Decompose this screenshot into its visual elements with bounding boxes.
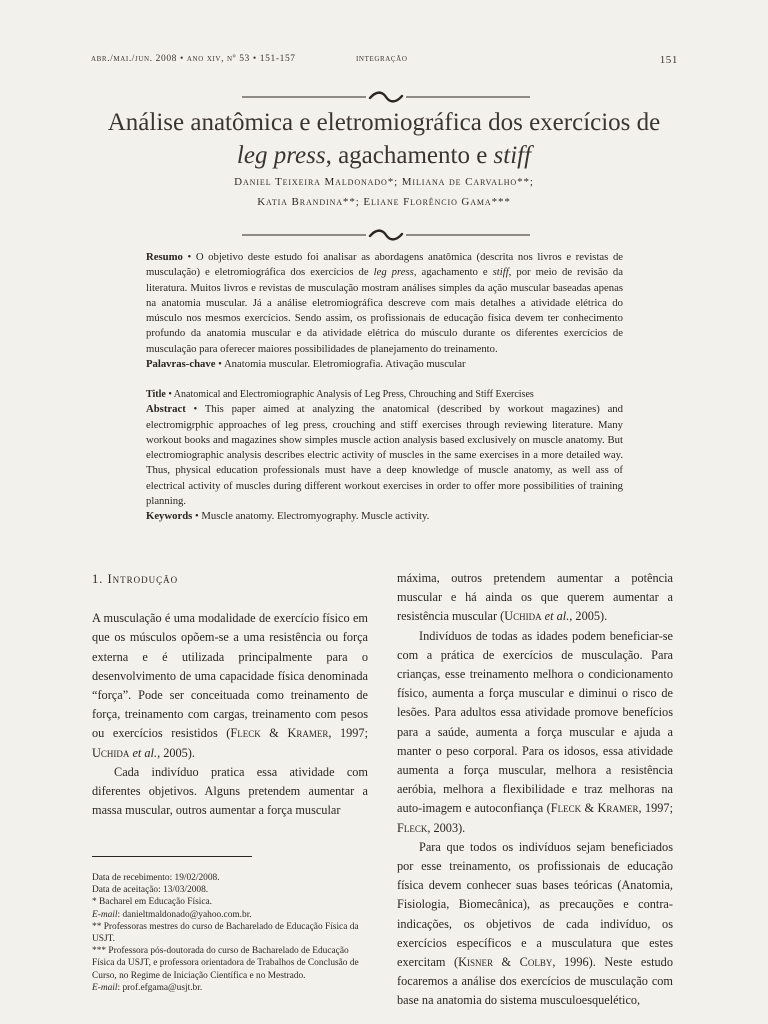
right-p2-mid: , 1997; — [638, 801, 673, 816]
right-column — [397, 569, 673, 1011]
footnotes — [92, 872, 372, 994]
authors-line-1: Daniel Teixeira Maldonado*; Miliana de Carvalho**; — [234, 176, 534, 188]
fn3-email-label: E-mail — [92, 982, 118, 993]
intro-p1-mid: , 1997; — [328, 726, 368, 741]
footnote-rule — [92, 856, 252, 857]
citation-uchida: Uchida — [92, 745, 130, 760]
footnote-received: Data de recebimento: 19/02/2008. — [92, 873, 220, 883]
right-p1-end: , 2005). — [569, 609, 608, 624]
ornament-divider-top — [242, 90, 530, 104]
citation-kisner-colby: Kisner & Colby — [458, 955, 553, 970]
right-paragraph-1 — [397, 569, 673, 627]
right-p2-text: Indivíduos de todas as idades podem beneficiar-se com a prática de exercícios de musculação. Para crianças, esse treinamento melhora o condicionamento físico, aumenta a força muscular e diminui o risco de lesões. Para adultos essa atividade promove benefícios para a saúde, aumenta a força muscular e ajuda a manter o peso corporal. Para os idosos, essa atividade aumenta a força muscular, melhora a resistência aeróbia, melhora a flexibilidade e traz melhoras na auto-imagem e autoconfiança ( — [397, 628, 673, 816]
keywords-text: Muscle anatomy. Electromyography. Muscle activity. — [201, 510, 430, 523]
abstract-block — [146, 387, 623, 525]
resumo-italic-a: leg press — [373, 266, 414, 279]
fn3-email-value[interactable]: : prof.efgama@usjt.br. — [117, 982, 203, 993]
resumo-italic-b: stiff, — [492, 266, 512, 279]
resumo-paragraph: Resumo • O objetivo deste estudo foi analisar as abordagens anatômica (descrita nos livros e revistas de musculação) e eletromiográfica dos exercícios de leg press, agachamento e stiff, por meio de revisão da literatura. Muitos livros e revistas de musculação mostram análises simples da ação muscular baseadas apenas na anatomia muscular. Já a análise eletromiográfica descreve com mais detalhes a atividade elétrica do músculo nos mesmos exercícios. Sendo assim, os profissionais de educação física devem ter conhecimento profundo da anatomia muscular e da atividade elétrica do músculo durante os diferentes exercícios de musculação para oferecer maiores possibilidades de planejamento do treinamento. — [146, 251, 624, 355]
right-p1-etal: et al. — [541, 609, 570, 624]
resumo-block — [146, 250, 623, 372]
keywords: Keywords • Muscle anatomy. Electromyography. Muscle activity. — [146, 510, 430, 523]
intro-paragraph-2: Cada indivíduo pratica essa atividade com diferentes objetivos. Alguns pretendem aumentar a massa muscular, outros aumentar a força muscular — [92, 764, 368, 818]
palavras-chave-text: Anatomia muscular. Eletromiografia. Ativação muscular — [223, 358, 466, 371]
footnote-2: ** Professoras mestres do curso de Bacharelado de Educação Física da USJT. — [92, 921, 359, 945]
fn1-email-value[interactable]: : danieltmaldonado@yahoo.com.br. — [117, 909, 252, 920]
palavras-chave: Palavras-chave • Anatomia muscular. Eletromiografia. Ativação muscular — [146, 358, 466, 371]
right-paragraph-2 — [397, 627, 673, 838]
palavras-chave-label: Palavras-chave — [146, 358, 216, 371]
resumo-text-b: , agachamento e — [413, 266, 493, 279]
citation-fleck-kramer-2: Fleck & Kramer — [550, 801, 639, 816]
footnote-3-email — [92, 982, 372, 994]
intro-p1-etal: et al. — [129, 745, 158, 760]
citation-fleck-kramer: Fleck & Kramer — [230, 726, 329, 741]
resumo-text-a: O objetivo deste estudo foi analisar as abordagens anatômica (descrita nos livros e revistas de musculação) e eletromiográfica dos exercícios de — [146, 251, 624, 279]
authors — [60, 172, 708, 212]
section-heading-introducao: 1. Introdução — [92, 572, 179, 586]
title-line-1: Análise anatômica e eletromiográfica dos exercícios de — [107, 109, 661, 136]
title-italic-stiff: stiff — [493, 142, 532, 169]
intro-p1-text: A musculação é uma modalidade de exercício físico em que os músculos opõem-se a uma resistência ou força externa e é utilizada principalmente para o desenvolvimento de uma capacidade física denominada “força”. Pode ser conceituada como treinamento de força, treinamento com cargas, treinamento com pesos ou exercícios resistidos ( — [92, 611, 368, 741]
footnote-accepted: Data de aceitação: 13/03/2008. — [92, 885, 209, 896]
section-name: integração — [356, 54, 408, 64]
citation-fleck: Fleck — [397, 820, 428, 835]
intro-paragraph-1 — [92, 609, 368, 763]
abstract-label: Abstract — [146, 403, 186, 416]
right-paragraph-3 — [397, 838, 673, 1011]
keywords-label: Keywords — [146, 510, 193, 523]
authors-line-2: Katia Brandina**; Eliane Florêncio Gama*** — [257, 196, 511, 208]
title-en-text: Anatomical and Electromiographic Analysis of Leg Press, Chrouching and Stiff Exercises — [173, 389, 534, 400]
footnote-3: *** Professora pós-doutorada do curso de Bacharelado de Educação Física da USJT, e professora orientadora de Trabalhos de Conclusão de Curso, no Regime de Iniciação Científica e no Mestrado. — [92, 946, 359, 981]
left-column — [92, 566, 368, 820]
resumo-text-c: por meio de revisão da literatura. Muitos livros e revistas de musculação mostram análises simples da ação muscular baseadas apenas na anatomia muscular. Já a análise eletromiográfica descreve com mais detalhes a atividade elétrica do músculo nos mesmos exercícios. Sendo assim, os profissionais de educação física devem ter conhecimento profundo da anatomia muscular e da atividade elétrica do músculo durante os diferentes exercícios de musculação para oferecer maiores possibilidades de planejamento do treinamento. — [146, 266, 624, 355]
right-p2-end: , 2003). — [427, 820, 466, 835]
footnote-1: * Bacharel em Educação Física. — [92, 897, 212, 908]
title-line-2 — [60, 139, 708, 172]
fn1-email-label: E-mail — [92, 909, 118, 920]
footnote-1-email — [92, 909, 372, 921]
abstract-text: This paper aimed at analyzing the anatomical (described by workout magazines) and electromigrphic approaches of leg press, crouching and stiff exercises through reviewing literature. Many workout books and magazines show simples muscle action analysis based exclusively on muscle anatomy. But electromiographic analysis describes electric activity of muscles in the same exercises in a more detailed way. Thus, physical education professionals must have a deep knowledge of muscle anatomy, as well ass of electrical activity of muscles during different workout exercises in order to offer more possibilities of training planning. — [146, 403, 623, 508]
page-number: 151 — [659, 54, 678, 66]
journal-info: abr./mai./jun. 2008 • ano xiv, nº 53 • 151-157 — [91, 54, 296, 64]
ornament-divider-bottom — [242, 228, 530, 242]
title-italic-leg-press: leg press — [236, 142, 326, 169]
resumo-label: Resumo — [146, 251, 183, 263]
title-mid: , agachamento e — [325, 142, 494, 169]
intro-p1-end: , 2005). — [157, 745, 195, 760]
title-en: Title • Anatomical and Electromiographic Analysis of Leg Press, Chrouching and Stiff Exercises — [146, 389, 534, 400]
right-p3-text: Para que todos os indivíduos sejam beneficiados por esse treinamento, os profissionais de educação física devem conhecer suas bases teóricas (Anatomia, Fisiologia, Biomecânica), as precauções e contra-indicações, os objetivos de cada indivíduo, os exercícios específicos e a musculatura que estes exercitam ( — [397, 839, 673, 970]
right-p3-mid: , 1996). Neste estudo focaremos a análise dos exercícios de musculação com base na anatomia do sistema musculoesquelético, — [397, 955, 673, 1008]
abstract-paragraph: Abstract • This paper aimed at analyzing the anatomical (described by workout magazines) and electromigrphic approaches of leg press, crouching and stiff exercises through reviewing literature. Many workout books and magazines show simples muscle action analysis based exclusively on muscle anatomy. But electromiographic analysis describes electric activity of muscles in the same exercises in a more detailed way. Thus, physical education professionals must have a deep knowledge of muscle anatomy, as well ass of electrical activity of muscles during different workout exercises in order to offer more possibilities of training planning. — [146, 403, 623, 508]
title-en-label: Title — [146, 389, 166, 400]
article-title — [60, 106, 708, 172]
right-p1-text: máxima, outros pretendem aumentar a potência muscular e há ainda os que querem aumentar a resistência muscular ( — [397, 571, 673, 624]
citation-uchida-2: Uchida — [504, 609, 542, 624]
